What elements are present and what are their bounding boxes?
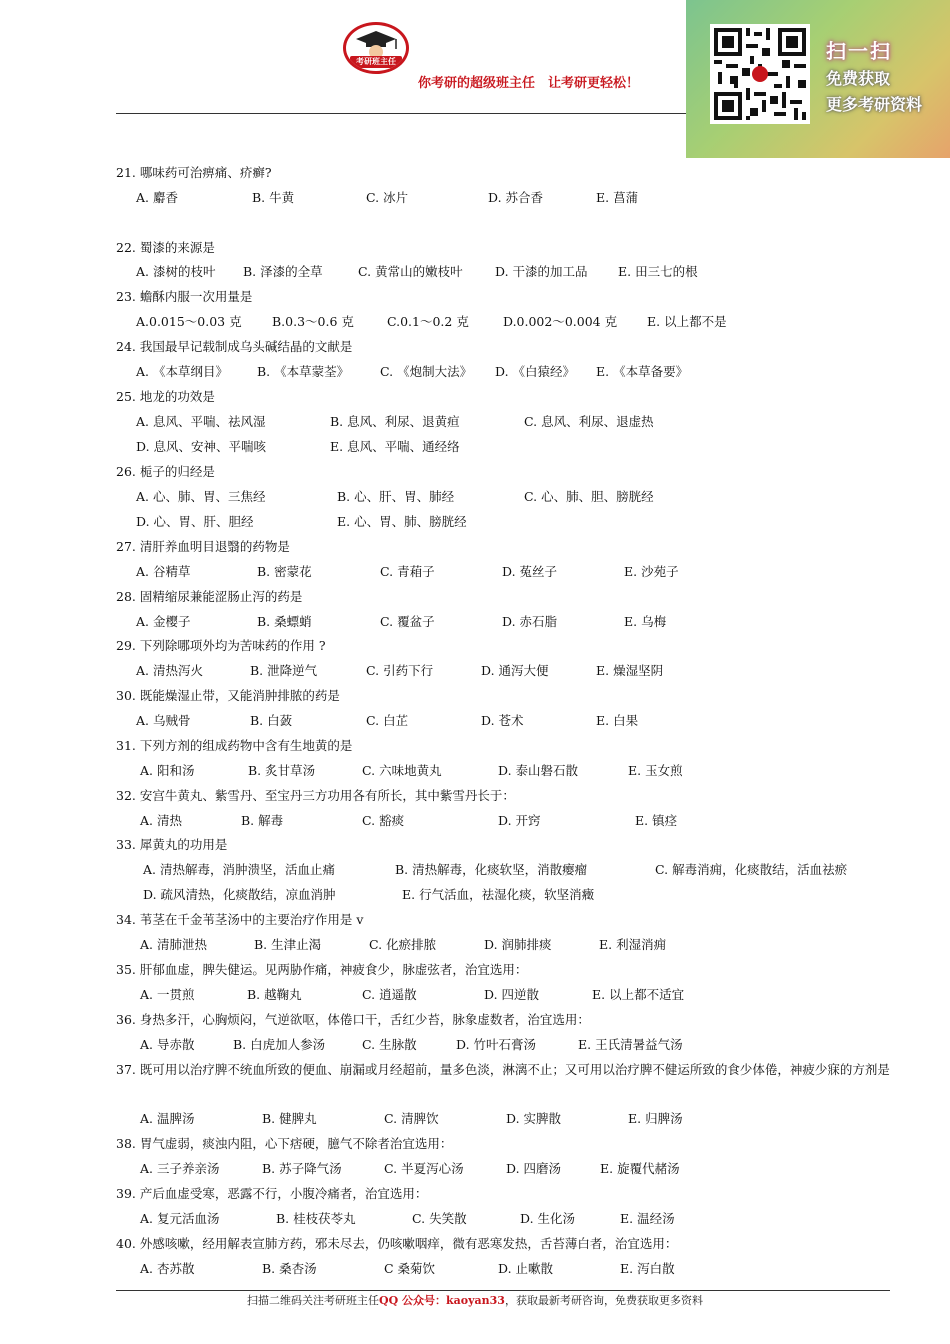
- option[interactable]: C. 《炮制大法》: [380, 364, 473, 379]
- option[interactable]: C. 引药下行: [366, 663, 434, 678]
- option-row: [0, 1159, 950, 1179]
- question-stem: 39. 产后血虚受寒，恶露不行，小腹冷痛者，治宜选用：: [116, 1186, 428, 1201]
- option[interactable]: C. 清脾饮: [384, 1111, 439, 1126]
- option[interactable]: D. 《白猿经》: [495, 364, 576, 379]
- option[interactable]: A. 导赤散: [140, 1037, 195, 1052]
- option[interactable]: A. 息风、平喘、祛风湿: [136, 414, 266, 429]
- question-stem: 28. 固精缩尿兼能涩肠止泻的药是: [116, 589, 303, 604]
- option-row: [0, 935, 950, 955]
- option[interactable]: A. 清肺泄热: [140, 937, 207, 952]
- option[interactable]: C 桑菊饮: [384, 1261, 436, 1276]
- option[interactable]: B. 泽漆的全草: [243, 264, 323, 279]
- option-row: [0, 885, 950, 905]
- footer-highlight: QQ 公众号：kaoyan33: [379, 1294, 505, 1307]
- question-stem: 34. 苇茎在千金苇茎汤中的主要治疗作用是 v: [116, 912, 364, 927]
- option[interactable]: D.0.002～0.004 克: [503, 314, 618, 329]
- option[interactable]: D. 通泻大便: [481, 663, 549, 678]
- option-row: [0, 860, 950, 880]
- logo-text: 考研班主任: [350, 56, 402, 68]
- option[interactable]: E. 心、胃、肺、膀胱经: [337, 514, 467, 529]
- option[interactable]: B.0.3～0.6 克: [272, 314, 354, 329]
- option-row: [0, 1035, 950, 1055]
- option[interactable]: E. 王氏清暑益气汤: [578, 1037, 683, 1052]
- promo-scan-label: 扫一扫: [826, 39, 892, 63]
- option[interactable]: A.0.015～0.03 克: [136, 314, 242, 329]
- option[interactable]: A. 清热: [140, 813, 182, 828]
- option[interactable]: B. 心、肝、胃、肺经: [337, 489, 455, 504]
- page-header: [0, 0, 950, 160]
- option[interactable]: A. 清热泻火: [136, 663, 203, 678]
- option[interactable]: E. 以上都不适宜: [592, 987, 685, 1002]
- option[interactable]: D. 四磨汤: [506, 1161, 562, 1176]
- option[interactable]: D. 苏合香: [488, 190, 544, 205]
- option[interactable]: D. 止嗽散: [498, 1261, 554, 1276]
- question-stem: 36. 身热多汗，心胸烦闷，气逆欲呕，体倦口干，舌红少苔，脉象虚数者，治宜选用：: [116, 1012, 590, 1027]
- option-row: [0, 985, 950, 1005]
- option[interactable]: B. 清热解毒，化痰软坚，消散瘿瘤: [395, 862, 588, 877]
- question-stem: 23. 蟾酥内服一次用量是: [116, 289, 253, 304]
- option[interactable]: E. 菖蒲: [596, 190, 639, 205]
- option[interactable]: D. 疏风清热，化痰散结，凉血消肿: [143, 887, 336, 902]
- option[interactable]: D. 竹叶石膏汤: [456, 1037, 537, 1052]
- option[interactable]: A. 漆树的枝叶: [136, 264, 216, 279]
- option[interactable]: A. 乌贼骨: [136, 713, 191, 728]
- brand-logo: [343, 22, 409, 74]
- option[interactable]: E. 燥湿坚阴: [596, 663, 664, 678]
- option[interactable]: C.0.1～0.2 克: [387, 314, 469, 329]
- option[interactable]: E. 白果: [596, 713, 639, 728]
- option[interactable]: D. 生化汤: [520, 1211, 576, 1226]
- option[interactable]: D. 息风、安神、平喘咳: [136, 439, 267, 454]
- question-stem: 26. 栀子的归经是: [116, 464, 215, 479]
- option[interactable]: A. 清热解毒，消肿溃坚，活血止痛: [143, 862, 335, 877]
- option[interactable]: E. 行气活血，祛湿化痰，软坚消癥: [402, 887, 595, 902]
- option-row: [0, 262, 950, 282]
- option-row: [0, 1209, 950, 1229]
- option-row: [0, 612, 950, 632]
- option[interactable]: A. 三子养亲汤: [140, 1161, 220, 1176]
- option[interactable]: D. 泰山磐石散: [498, 763, 579, 778]
- option[interactable]: A. 复元活血汤: [140, 1211, 220, 1226]
- footer-prefix: 扫描二维码关注考研班主任: [247, 1294, 380, 1307]
- option[interactable]: C. 息风、利尿、退虚热: [524, 414, 654, 429]
- option[interactable]: B. 白虎加人参汤: [233, 1037, 326, 1052]
- question-stem: 35. 肝郁血虚，脾失健运。见两胁作痛，神疲食少，脉虚弦者，治宜选用：: [116, 962, 528, 977]
- option[interactable]: D. 苍术: [481, 713, 524, 728]
- option-row: [0, 412, 950, 432]
- option[interactable]: E. 玉女煎: [628, 763, 683, 778]
- option[interactable]: C. 心、肺、胆、膀胱经: [524, 489, 654, 504]
- option[interactable]: B. 桑杏汤: [262, 1261, 317, 1276]
- option-row: [0, 312, 950, 332]
- option[interactable]: D. 干漆的加工品: [495, 264, 588, 279]
- option[interactable]: E. 温经汤: [620, 1211, 675, 1226]
- option-row: [0, 661, 950, 681]
- option[interactable]: E. 以上都不是: [647, 314, 727, 329]
- option[interactable]: B. 桂枝茯苓丸: [276, 1211, 356, 1226]
- option-row: [0, 362, 950, 382]
- option[interactable]: B. 息风、利尿、退黄疸: [330, 414, 460, 429]
- slogan: 你考研的超级班主任 让考研更轻松！: [418, 76, 640, 91]
- option[interactable]: B. 解毒: [241, 813, 284, 828]
- question-stem: 22. 蜀漆的来源是: [116, 240, 215, 255]
- option[interactable]: B. 生津止渴: [254, 937, 322, 952]
- option[interactable]: D. 实脾散: [506, 1111, 562, 1126]
- option[interactable]: E. 《本草备要》: [596, 364, 689, 379]
- option[interactable]: A. 温脾汤: [140, 1111, 195, 1126]
- option-row: [0, 437, 950, 457]
- option-row: [0, 1109, 950, 1129]
- option-row: [0, 487, 950, 507]
- option[interactable]: A. 麝香: [136, 190, 178, 205]
- page-footer: [0, 1293, 950, 1309]
- option-row: [0, 811, 950, 831]
- option[interactable]: A. 谷精草: [136, 564, 191, 579]
- option[interactable]: E. 旋覆代赭汤: [600, 1161, 680, 1176]
- option[interactable]: C. 解毒消痈，化痰散结，活血祛瘀: [655, 862, 848, 877]
- option[interactable]: E. 息风、平喘、通经络: [330, 439, 460, 454]
- question-stem: 29. 下列除哪项外均为苦味药的作用 ?: [116, 638, 326, 653]
- option[interactable]: C. 失笑散: [412, 1211, 467, 1226]
- option[interactable]: C. 化瘀排脓: [369, 937, 437, 952]
- option[interactable]: B. 《本草蒙荃》: [257, 364, 350, 379]
- question-stem: 38. 胃气虚弱，痰浊内阻，心下痞硬，臆气不除者治宜选用：: [116, 1136, 453, 1151]
- question-stem: 37. 既可用以治疗脾不统血所致的便血、崩漏或月经超前，量多色淡，淋漓不止；又可用以治疗脾不健运所致的食少体倦，神疲少寐的方剂是: [116, 1062, 890, 1077]
- option[interactable]: E. 镇痉: [635, 813, 678, 828]
- question-stem: 21. 哪味药可治痹痛、疥癣?: [116, 165, 272, 180]
- question-stem: 31. 下列方剂的组成药物中含有生地黄的是: [116, 738, 353, 753]
- qr-code-icon[interactable]: [710, 24, 810, 124]
- question-stem: 30. 既能燥湿止带，又能消肿排脓的药是: [116, 688, 340, 703]
- footer-suffix: ，获取最新考研咨询，免费获取更多资料: [504, 1294, 703, 1307]
- question-stem: 27. 清肝养血明目退翳的药物是: [116, 539, 290, 554]
- option[interactable]: C. 覆盆子: [380, 614, 435, 629]
- option[interactable]: D. 润肺排痰: [484, 937, 552, 952]
- option[interactable]: C. 青葙子: [380, 564, 435, 579]
- promo-line-2: 更多考研资料: [826, 95, 923, 114]
- option-row: [0, 711, 950, 731]
- option-row: [0, 761, 950, 781]
- option[interactable]: B. 桑螵蛸: [257, 614, 312, 629]
- option[interactable]: E. 田三七的根: [618, 264, 698, 279]
- option[interactable]: A. 心、肺、胃、三焦经: [136, 489, 266, 504]
- option[interactable]: B. 白蔹: [250, 713, 293, 728]
- option[interactable]: A. 阳和汤: [140, 763, 195, 778]
- option[interactable]: B. 密蒙花: [257, 564, 312, 579]
- option[interactable]: A. 金樱子: [136, 614, 191, 629]
- option[interactable]: C. 黄常山的嫩枝叶: [358, 264, 463, 279]
- footer-divider: [116, 1290, 890, 1291]
- option[interactable]: E. 归脾汤: [628, 1111, 683, 1126]
- question-stem: 25. 地龙的功效是: [116, 389, 215, 404]
- option[interactable]: D. 菟丝子: [502, 564, 558, 579]
- option-row: [0, 562, 950, 582]
- option[interactable]: B. 越鞠丸: [247, 987, 302, 1002]
- question-stem: 40. 外感咳嗽，经用解表宣肺方药，邪未尽去，仍咳嗽咽痒，微有恶寒发热，舌苔薄白者，治宜选用：: [116, 1236, 678, 1251]
- option[interactable]: A. 一贯煎: [140, 987, 195, 1002]
- option[interactable]: B. 苏子降气汤: [262, 1161, 342, 1176]
- option[interactable]: E. 沙苑子: [624, 564, 679, 579]
- question-stem: 24. 我国最早记载制成乌头碱结晶的文献是: [116, 339, 353, 354]
- option[interactable]: B. 健脾丸: [262, 1111, 317, 1126]
- option[interactable]: C. 逍遥散: [362, 987, 417, 1002]
- option[interactable]: D. 赤石脂: [502, 614, 558, 629]
- option[interactable]: D. 开窍: [498, 813, 541, 828]
- option[interactable]: B. 炙甘草汤: [248, 763, 316, 778]
- question-stem: 33. 犀黄丸的功用是: [116, 837, 228, 852]
- option[interactable]: E. 利湿消痈: [599, 937, 667, 952]
- option[interactable]: A. 杏苏散: [140, 1261, 195, 1276]
- option-row: [0, 512, 950, 532]
- option[interactable]: E. 泻白散: [620, 1261, 675, 1276]
- option[interactable]: D. 心、胃、肝、胆经: [136, 514, 254, 529]
- option[interactable]: E. 乌梅: [624, 614, 667, 629]
- option[interactable]: C. 半夏泻心汤: [384, 1161, 464, 1176]
- option[interactable]: C. 六味地黄丸: [362, 763, 442, 778]
- option[interactable]: C. 白芷: [366, 713, 409, 728]
- option[interactable]: A. 《本草纲目》: [136, 364, 228, 379]
- question-stem: 32. 安宫牛黄丸、紫雪丹、至宝丹三方功用各有所长，其中紫雪丹长于：: [116, 788, 515, 803]
- option-row: [0, 1259, 950, 1279]
- option[interactable]: D. 四逆散: [484, 987, 540, 1002]
- option[interactable]: B. 泄降逆气: [250, 663, 318, 678]
- promo-line-1: 免费获取: [826, 69, 891, 88]
- option[interactable]: B. 牛黄: [252, 190, 295, 205]
- option[interactable]: C. 豁痰: [362, 813, 405, 828]
- option[interactable]: C. 生脉散: [362, 1037, 417, 1052]
- option-row: [0, 188, 950, 208]
- option[interactable]: C. 冰片: [366, 190, 409, 205]
